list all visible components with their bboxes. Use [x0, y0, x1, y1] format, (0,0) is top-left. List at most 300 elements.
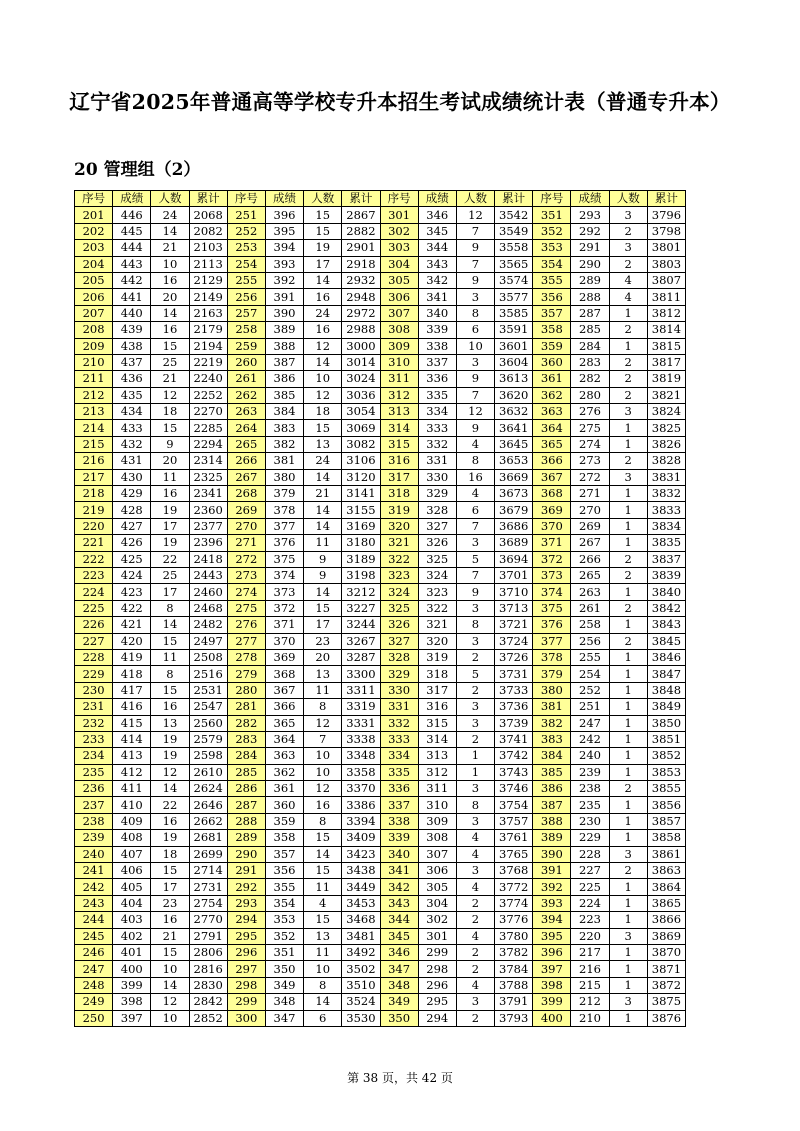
cell-score: 294 — [418, 1010, 456, 1026]
cell-seq: 366 — [533, 453, 571, 469]
cell-score: 267 — [571, 535, 609, 551]
cell-seq: 368 — [533, 486, 571, 502]
cell-count: 4 — [456, 436, 494, 452]
cell-count: 17 — [151, 584, 189, 600]
cell-count: 4 — [304, 895, 342, 911]
cell-score: 361 — [265, 781, 303, 797]
cell-score: 229 — [571, 830, 609, 846]
cell-score: 392 — [265, 272, 303, 288]
cell-score: 309 — [418, 813, 456, 829]
cell-cumulative: 3036 — [342, 387, 380, 403]
cell-score: 328 — [418, 502, 456, 518]
cell-cumulative: 3669 — [495, 469, 533, 485]
cell-cumulative: 3869 — [647, 928, 685, 944]
cell-count: 3 — [456, 863, 494, 879]
table-row — [75, 649, 686, 665]
cell-seq: 361 — [533, 371, 571, 387]
cell-score: 341 — [418, 289, 456, 305]
cell-seq: 358 — [533, 322, 571, 338]
page-title: 辽宁省2025年普通高等学校专升本招生考试成绩统计表（普通专升本） — [69, 90, 731, 114]
cell-score: 391 — [265, 289, 303, 305]
cell-count: 20 — [304, 649, 342, 665]
cell-score: 439 — [113, 322, 151, 338]
cell-score: 437 — [113, 354, 151, 370]
cell-cumulative: 3331 — [342, 715, 380, 731]
cell-score: 357 — [265, 846, 303, 862]
cell-score: 401 — [113, 944, 151, 960]
cell-score: 353 — [265, 912, 303, 928]
cell-cumulative: 3851 — [647, 731, 685, 747]
cell-cumulative: 3865 — [647, 895, 685, 911]
table-row — [75, 289, 686, 305]
cell-count: 11 — [304, 879, 342, 895]
column-header: 人数 — [609, 191, 647, 207]
cell-cumulative: 3524 — [342, 994, 380, 1010]
cell-count: 1 — [609, 977, 647, 993]
cell-score: 308 — [418, 830, 456, 846]
cell-cumulative: 2068 — [189, 207, 227, 223]
cell-score: 371 — [265, 617, 303, 633]
cell-seq: 207 — [75, 305, 113, 321]
cell-score: 263 — [571, 584, 609, 600]
cell-seq: 282 — [227, 715, 265, 731]
cell-count: 8 — [304, 813, 342, 829]
table-row — [75, 699, 686, 715]
cell-cumulative: 3510 — [342, 977, 380, 993]
cell-cumulative: 3853 — [647, 764, 685, 780]
cell-count: 7 — [304, 731, 342, 747]
cell-score: 344 — [418, 240, 456, 256]
cell-cumulative: 3733 — [495, 682, 533, 698]
cell-count: 4 — [456, 846, 494, 862]
cell-seq: 280 — [227, 682, 265, 698]
cell-score: 315 — [418, 715, 456, 731]
cell-count: 20 — [151, 289, 189, 305]
cell-seq: 332 — [380, 715, 418, 731]
cell-cumulative: 3842 — [647, 600, 685, 616]
cell-seq: 290 — [227, 846, 265, 862]
column-header: 人数 — [456, 191, 494, 207]
cell-score: 238 — [571, 781, 609, 797]
cell-count: 4 — [609, 272, 647, 288]
cell-count: 1 — [456, 748, 494, 764]
cell-score: 227 — [571, 863, 609, 879]
cell-seq: 247 — [75, 961, 113, 977]
cell-count: 15 — [151, 682, 189, 698]
cell-score: 403 — [113, 912, 151, 928]
cell-cumulative: 3449 — [342, 879, 380, 895]
table-row — [75, 666, 686, 682]
cell-count: 24 — [304, 305, 342, 321]
cell-seq: 378 — [533, 649, 571, 665]
cell-seq: 296 — [227, 944, 265, 960]
cell-count: 8 — [151, 666, 189, 682]
cell-score: 416 — [113, 699, 151, 715]
cell-cumulative: 3845 — [647, 633, 685, 649]
cell-count: 1 — [609, 617, 647, 633]
cell-count: 19 — [151, 731, 189, 747]
table-row — [75, 354, 686, 370]
cell-seq: 300 — [227, 1010, 265, 1026]
cell-score: 435 — [113, 387, 151, 403]
cell-seq: 320 — [380, 518, 418, 534]
table-row — [75, 535, 686, 551]
cell-seq: 272 — [227, 551, 265, 567]
cell-score: 418 — [113, 666, 151, 682]
cell-seq: 266 — [227, 453, 265, 469]
cell-score: 216 — [571, 961, 609, 977]
cell-count: 14 — [304, 272, 342, 288]
cell-count: 24 — [151, 207, 189, 223]
cell-seq: 261 — [227, 371, 265, 387]
cell-count: 3 — [456, 813, 494, 829]
column-header: 累计 — [647, 191, 685, 207]
cell-score: 314 — [418, 731, 456, 747]
cell-cumulative: 3849 — [647, 699, 685, 715]
cell-score: 307 — [418, 846, 456, 862]
cell-seq: 224 — [75, 584, 113, 600]
cell-count: 9 — [151, 436, 189, 452]
table-row — [75, 731, 686, 747]
cell-cumulative: 3872 — [647, 977, 685, 993]
cell-cumulative: 2547 — [189, 699, 227, 715]
cell-seq: 231 — [75, 699, 113, 715]
cell-cumulative: 3731 — [495, 666, 533, 682]
cell-cumulative: 3834 — [647, 518, 685, 534]
cell-count: 1 — [609, 715, 647, 731]
cell-cumulative: 3311 — [342, 682, 380, 698]
cell-score: 412 — [113, 764, 151, 780]
cell-cumulative: 3453 — [342, 895, 380, 911]
cell-score: 288 — [571, 289, 609, 305]
cell-seq: 238 — [75, 813, 113, 829]
cell-cumulative: 2560 — [189, 715, 227, 731]
cell-count: 24 — [304, 453, 342, 469]
cell-seq: 307 — [380, 305, 418, 321]
cell-cumulative: 3812 — [647, 305, 685, 321]
cell-seq: 309 — [380, 338, 418, 354]
page-footer: 第 38 页，共 42 页 — [347, 1071, 453, 1085]
cell-seq: 342 — [380, 879, 418, 895]
cell-count: 11 — [151, 649, 189, 665]
cell-count: 3 — [456, 781, 494, 797]
cell-seq: 243 — [75, 895, 113, 911]
cell-cumulative: 3840 — [647, 584, 685, 600]
cell-seq: 255 — [227, 272, 265, 288]
cell-seq: 357 — [533, 305, 571, 321]
cell-count: 10 — [304, 961, 342, 977]
cell-score: 255 — [571, 649, 609, 665]
cell-score: 283 — [571, 354, 609, 370]
cell-count: 14 — [151, 617, 189, 633]
cell-score: 313 — [418, 748, 456, 764]
cell-score: 422 — [113, 600, 151, 616]
cell-cumulative: 3558 — [495, 240, 533, 256]
cell-count: 2 — [456, 731, 494, 747]
cell-count: 13 — [151, 715, 189, 731]
cell-seq: 333 — [380, 731, 418, 747]
cell-count: 16 — [151, 272, 189, 288]
cell-cumulative: 3468 — [342, 912, 380, 928]
cell-cumulative: 3832 — [647, 486, 685, 502]
cell-score: 335 — [418, 387, 456, 403]
cell-score: 322 — [418, 600, 456, 616]
cell-seq: 253 — [227, 240, 265, 256]
cell-score: 443 — [113, 256, 151, 272]
cell-count: 4 — [456, 928, 494, 944]
cell-count: 2 — [456, 961, 494, 977]
cell-cumulative: 2579 — [189, 731, 227, 747]
cell-count: 6 — [456, 502, 494, 518]
cell-count: 19 — [304, 240, 342, 256]
cell-cumulative: 3212 — [342, 584, 380, 600]
table-row — [75, 420, 686, 436]
cell-count: 25 — [151, 567, 189, 583]
cell-score: 338 — [418, 338, 456, 354]
cell-seq: 315 — [380, 436, 418, 452]
cell-count: 10 — [456, 338, 494, 354]
cell-score: 410 — [113, 797, 151, 813]
cell-cumulative: 3591 — [495, 322, 533, 338]
cell-cumulative: 3502 — [342, 961, 380, 977]
cell-count: 18 — [304, 404, 342, 420]
cell-cumulative: 3835 — [647, 535, 685, 551]
cell-cumulative: 3689 — [495, 535, 533, 551]
cell-score: 388 — [265, 338, 303, 354]
cell-cumulative: 3856 — [647, 797, 685, 813]
cell-cumulative: 3824 — [647, 404, 685, 420]
cell-seq: 260 — [227, 354, 265, 370]
cell-cumulative: 3863 — [647, 863, 685, 879]
column-header: 人数 — [304, 191, 342, 207]
cell-count: 15 — [151, 944, 189, 960]
cell-score: 321 — [418, 617, 456, 633]
cell-score: 258 — [571, 617, 609, 633]
cell-seq: 268 — [227, 486, 265, 502]
cell-seq: 205 — [75, 272, 113, 288]
cell-score: 311 — [418, 781, 456, 797]
cell-cumulative: 3848 — [647, 682, 685, 698]
cell-seq: 214 — [75, 420, 113, 436]
cell-seq: 396 — [533, 944, 571, 960]
cell-cumulative: 2791 — [189, 928, 227, 944]
cell-score: 292 — [571, 223, 609, 239]
cell-cumulative: 3577 — [495, 289, 533, 305]
cell-seq: 304 — [380, 256, 418, 272]
cell-seq: 209 — [75, 338, 113, 354]
cell-seq: 264 — [227, 420, 265, 436]
cell-seq: 257 — [227, 305, 265, 321]
cell-score: 378 — [265, 502, 303, 518]
cell-cumulative: 2294 — [189, 436, 227, 452]
cell-seq: 263 — [227, 404, 265, 420]
table-row — [75, 387, 686, 403]
cell-count: 8 — [304, 699, 342, 715]
cell-count: 14 — [304, 518, 342, 534]
cell-seq: 390 — [533, 846, 571, 862]
cell-seq: 380 — [533, 682, 571, 698]
cell-score: 323 — [418, 584, 456, 600]
cell-cumulative: 3843 — [647, 617, 685, 633]
cell-score: 317 — [418, 682, 456, 698]
cell-score: 343 — [418, 256, 456, 272]
cell-seq: 316 — [380, 453, 418, 469]
cell-cumulative: 3492 — [342, 944, 380, 960]
cell-cumulative: 3765 — [495, 846, 533, 862]
cell-count: 3 — [609, 928, 647, 944]
cell-seq: 347 — [380, 961, 418, 977]
cell-count: 3 — [609, 994, 647, 1010]
cell-score: 420 — [113, 633, 151, 649]
cell-cumulative: 3875 — [647, 994, 685, 1010]
cell-seq: 285 — [227, 764, 265, 780]
cell-score: 380 — [265, 469, 303, 485]
cell-cumulative: 3481 — [342, 928, 380, 944]
cell-seq: 321 — [380, 535, 418, 551]
cell-score: 329 — [418, 486, 456, 502]
cell-seq: 350 — [380, 1010, 418, 1026]
cell-score: 370 — [265, 633, 303, 649]
cell-score: 426 — [113, 535, 151, 551]
cell-score: 271 — [571, 486, 609, 502]
cell-cumulative: 3069 — [342, 420, 380, 436]
cell-count: 21 — [151, 371, 189, 387]
cell-cumulative: 2932 — [342, 272, 380, 288]
cell-count: 17 — [304, 617, 342, 633]
cell-seq: 219 — [75, 502, 113, 518]
cell-count: 12 — [304, 781, 342, 797]
cell-score: 332 — [418, 436, 456, 452]
cell-score: 369 — [265, 649, 303, 665]
cell-score: 390 — [265, 305, 303, 321]
cell-score: 339 — [418, 322, 456, 338]
cell-count: 1 — [609, 420, 647, 436]
column-header: 累计 — [189, 191, 227, 207]
cell-seq: 202 — [75, 223, 113, 239]
table-row — [75, 322, 686, 338]
cell-cumulative: 3632 — [495, 404, 533, 420]
cell-count: 1 — [609, 764, 647, 780]
cell-cumulative: 2830 — [189, 977, 227, 993]
cell-score: 337 — [418, 354, 456, 370]
cell-count: 13 — [304, 436, 342, 452]
cell-seq: 275 — [227, 600, 265, 616]
cell-score: 429 — [113, 486, 151, 502]
cell-seq: 250 — [75, 1010, 113, 1026]
cell-cumulative: 3828 — [647, 453, 685, 469]
cell-cumulative: 3180 — [342, 535, 380, 551]
column-header: 序号 — [533, 191, 571, 207]
cell-score: 348 — [265, 994, 303, 1010]
cell-cumulative: 3798 — [647, 223, 685, 239]
cell-seq: 312 — [380, 387, 418, 403]
cell-cumulative: 3846 — [647, 649, 685, 665]
cell-score: 290 — [571, 256, 609, 272]
cell-cumulative: 2646 — [189, 797, 227, 813]
cell-count: 7 — [456, 387, 494, 403]
cell-cumulative: 3198 — [342, 567, 380, 583]
cell-seq: 373 — [533, 567, 571, 583]
cell-seq: 213 — [75, 404, 113, 420]
cell-count: 3 — [456, 354, 494, 370]
cell-count: 14 — [151, 223, 189, 239]
cell-score: 425 — [113, 551, 151, 567]
cell-count: 15 — [304, 223, 342, 239]
cell-score: 400 — [113, 961, 151, 977]
cell-count: 8 — [304, 977, 342, 993]
cell-cumulative: 3741 — [495, 731, 533, 747]
cell-seq: 324 — [380, 584, 418, 600]
cell-seq: 244 — [75, 912, 113, 928]
cell-cumulative: 2113 — [189, 256, 227, 272]
cell-cumulative: 3014 — [342, 354, 380, 370]
cell-score: 261 — [571, 600, 609, 616]
cell-seq: 298 — [227, 977, 265, 993]
cell-cumulative: 3409 — [342, 830, 380, 846]
cell-score: 228 — [571, 846, 609, 862]
cell-count: 10 — [304, 764, 342, 780]
cell-cumulative: 3817 — [647, 354, 685, 370]
cell-count: 16 — [456, 469, 494, 485]
cell-count: 9 — [304, 567, 342, 583]
cell-seq: 400 — [533, 1010, 571, 1026]
cell-score: 272 — [571, 469, 609, 485]
cell-cumulative: 2598 — [189, 748, 227, 764]
cell-count: 10 — [151, 961, 189, 977]
cell-count: 7 — [456, 223, 494, 239]
cell-seq: 242 — [75, 879, 113, 895]
cell-count: 14 — [304, 584, 342, 600]
cell-count: 2 — [609, 453, 647, 469]
cell-seq: 271 — [227, 535, 265, 551]
cell-count: 1 — [609, 830, 647, 846]
cell-count: 1 — [609, 535, 647, 551]
cell-seq: 254 — [227, 256, 265, 272]
cell-seq: 344 — [380, 912, 418, 928]
cell-seq: 269 — [227, 502, 265, 518]
cell-score: 381 — [265, 453, 303, 469]
cell-count: 2 — [456, 649, 494, 665]
cell-count: 3 — [456, 715, 494, 731]
cell-count: 11 — [304, 682, 342, 698]
cell-score: 239 — [571, 764, 609, 780]
cell-score: 374 — [265, 567, 303, 583]
cell-score: 395 — [265, 223, 303, 239]
cell-cumulative: 3169 — [342, 518, 380, 534]
cell-cumulative: 2948 — [342, 289, 380, 305]
cell-seq: 299 — [227, 994, 265, 1010]
cell-seq: 388 — [533, 813, 571, 829]
cell-count: 3 — [456, 535, 494, 551]
cell-score: 225 — [571, 879, 609, 895]
cell-count: 1 — [609, 813, 647, 829]
cell-seq: 389 — [533, 830, 571, 846]
cell-cumulative: 2129 — [189, 272, 227, 288]
cell-count: 4 — [609, 289, 647, 305]
cell-score: 212 — [571, 994, 609, 1010]
cell-score: 394 — [265, 240, 303, 256]
cell-cumulative: 3825 — [647, 420, 685, 436]
cell-score: 275 — [571, 420, 609, 436]
cell-score: 304 — [418, 895, 456, 911]
cell-count: 8 — [456, 797, 494, 813]
cell-cumulative: 2285 — [189, 420, 227, 436]
cell-score: 365 — [265, 715, 303, 731]
cell-seq: 287 — [227, 797, 265, 813]
cell-cumulative: 3386 — [342, 797, 380, 813]
cell-cumulative: 2396 — [189, 535, 227, 551]
cell-count: 1 — [609, 584, 647, 600]
